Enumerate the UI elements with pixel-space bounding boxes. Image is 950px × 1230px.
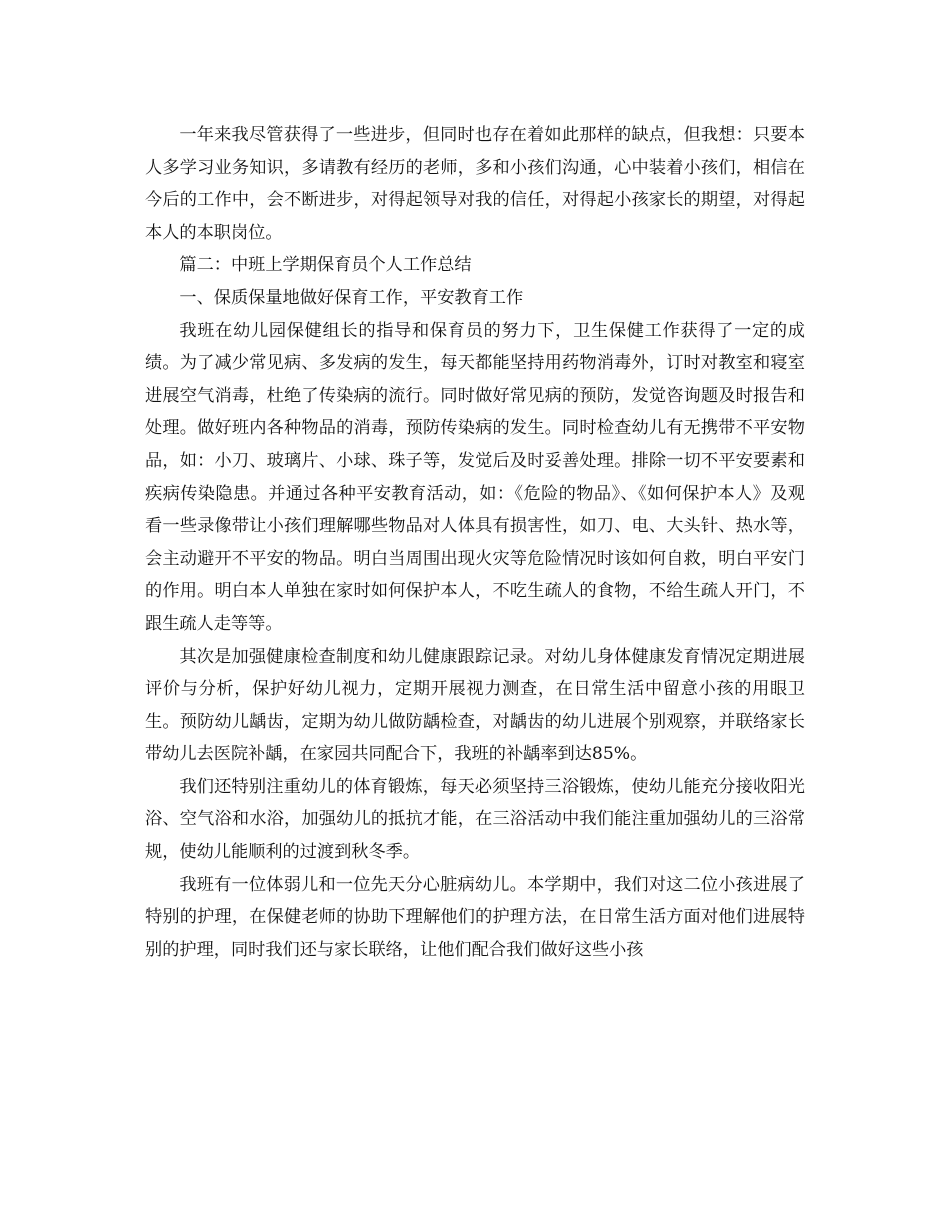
paragraph-safety: 我班在幼儿园保健组长的指导和保育员的努力下，卫生保健工作获得了一定的成绩。为了减少常见病、多发病的发生，每天都能坚持用药物消毒外，订时对教室和寝室进展空气消毒，杜绝了传染病的流行。同时做好常见病的预防，发觉咨询题及时报告和处理。做好班内各种物品的消毒，预防传染病的发生。同时检查幼儿有无携带不平安物品，如：小刀、玻璃片、小球、珠子等，发觉后及时妥善处理。排除一切不平安要素和疾病传染隐患。并通过各种平安教育活动，如：《危险的物品》、《如何保护本人》及观看一些录像带让小孩们理解哪些物品对人体具有损害性，如刀、电、大头针、热水等，会主动避开不平安的物品。明白当周围出现火灾等危险情况时该如何自救，明白平安门的作用。明白本人单独在家时如何保护本人，不吃生疏人的食物，不给生疏人开门，不跟生疏人走等等。: [145, 320, 805, 634]
section-title: 篇二：中班上学期保育员个人工作总结: [179, 255, 472, 276]
document-page: [145, 119, 805, 966]
paragraph-health-check: 其次是加强健康检查制度和幼儿健康跟踪记录。对幼儿身体健康发育情况定期进展评价与分析，保护好幼儿视力，定期开展视力测查，在日常生活中留意小孩的用眼卫生。预防幼儿龋齿，定期为幼儿做防龋检查，对龋齿的幼儿进展个别观察，并联络家长带幼儿去医院补龋，在家园共同配合下，我班的补龋率到达85%。: [145, 646, 805, 765]
paragraph-special-care: 我班有一位体弱儿和一位先天分心脏病幼儿。本学期中，我们对这二位小孩进展了特别的护理，在保健老师的协助下理解他们的护理方法，在日常生活方面对他们进展特别的护理，同时我们还与家长联络，让他们配合我们做好这些小孩: [145, 874, 805, 960]
paragraph-summary: 一年来我尽管获得了一些进步，但同时也存在着如此那样的缺点，但我想：只要本人多学习业务知识，多请教有经历的老师，多和小孩们沟通，心中装着小孩们，相信在今后的工作中，会不断进步，对得起领导对我的信任，对得起小孩家长的期望，对得起本人的本职岗位。: [145, 125, 805, 243]
paragraph-exercise: 我们还特别注重幼儿的体育锻炼，每天必须坚持三浴锻炼，使幼儿能充分接收阳光浴、空气浴和水浴，加强幼儿的抵抗才能，在三浴活动中我们能注重加强幼儿的三浴常规，使幼儿能顺利的过渡到秋冬季。: [145, 776, 805, 863]
subsection-title: 一、保质保量地做好保育工作，平安教育工作: [179, 287, 524, 308]
